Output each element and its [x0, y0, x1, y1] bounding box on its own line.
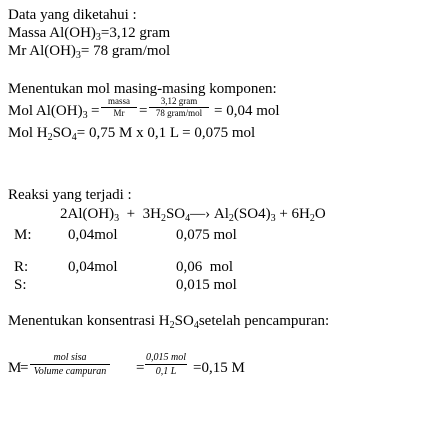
concentration-heading	[8, 313, 329, 334]
mass-label: Massa Al(OH)	[8, 25, 96, 41]
reaction-equation	[60, 206, 326, 227]
mol-aloh-subscript: 3	[82, 110, 88, 121]
moles-heading: Menentukan mol masing-masing komponen:	[8, 81, 277, 97]
mol-h2so4-label: Mol H	[8, 125, 48, 141]
product-al2so43: Al	[213, 206, 229, 222]
fraction-massa-mr	[101, 97, 137, 118]
fraction-molsisa-volume	[30, 353, 110, 377]
fraction-denominator: 0,1 L	[155, 366, 177, 377]
fraction-numerator: mol sisa	[30, 353, 110, 365]
fraction-denominator: 78 gram/mol	[155, 108, 203, 118]
fraction-numerator: 0,015 mol	[146, 352, 186, 363]
fraction-denominator: Mr	[113, 108, 125, 118]
subscript: 3	[270, 213, 276, 224]
mass-value: =3,12 gram	[100, 25, 171, 41]
subscript: 2	[169, 320, 175, 331]
mol-aloh-text: Mol Al(OH)	[8, 103, 83, 119]
subscript: 4	[193, 320, 199, 331]
subscript: 2	[228, 213, 234, 224]
subscript: 2	[160, 213, 166, 224]
reactant-h2so4: 3H	[142, 206, 161, 222]
concentration-eq1: =	[20, 360, 29, 376]
row-m-label: M:	[14, 227, 32, 243]
plus-sign: +	[126, 206, 136, 222]
mr-value: = 78 gram/mol	[80, 43, 171, 59]
mol-aloh-eq1: =	[91, 103, 100, 119]
formula-part: SO	[52, 125, 72, 141]
row-r-label: R:	[14, 259, 29, 275]
row-r-aloh: 0,04mol	[68, 259, 118, 275]
subscript: 4	[185, 213, 191, 224]
mr-subscript: 3	[75, 50, 81, 61]
subscript: 2	[309, 213, 315, 224]
mol-aloh-result: = 0,04 mol	[214, 103, 280, 119]
fraction-grams-over-mr	[149, 97, 209, 118]
fraction-numerator: 3,12 gram	[149, 97, 209, 108]
product-h2o: + 6H	[279, 206, 310, 222]
row-r-h2so4: 0,06 mol	[176, 259, 234, 275]
mol-aloh-label	[8, 103, 88, 124]
subscript: 3	[114, 213, 120, 224]
known-heading: Data yang diketahui :	[8, 7, 137, 23]
subscript: 2	[47, 132, 53, 143]
formula-part: SO	[165, 206, 186, 222]
mol-h2so4-line	[8, 125, 255, 146]
mol-aloh-eq2: =	[139, 103, 148, 119]
formula-part: O	[314, 206, 326, 222]
row-m-h2so4: 0,075 mol	[176, 227, 237, 243]
fraction-values	[145, 353, 187, 377]
heading-part: Menentukan konsentrasi H	[8, 313, 170, 329]
reaction-heading: Reaksi yang terjadi :	[8, 187, 132, 203]
formula-part: (SO4)	[233, 206, 271, 222]
mol-h2so4-value: = 0,75 M x 0,1 L = 0,075 mol	[76, 125, 256, 141]
row-m-aloh: 0,04mol	[68, 227, 118, 243]
fraction-numerator: massa	[101, 97, 137, 108]
heading-part: setelah pencampuran:	[198, 313, 330, 329]
row-s-label: S:	[14, 277, 27, 293]
subscript: 4	[71, 132, 77, 143]
reaction-arrow: —›	[190, 206, 211, 222]
heading-part: SO	[174, 313, 194, 329]
concentration-eq2: =	[136, 360, 145, 376]
mr-label: Mr Al(OH)	[8, 43, 76, 59]
reactant-aloh: 2Al(OH)	[60, 206, 115, 222]
mass-subscript: 3	[95, 32, 101, 43]
concentration-result: =0,15 M	[193, 360, 245, 376]
row-s-h2so4: 0,015 mol	[176, 277, 237, 293]
concentration-symbol: M	[8, 360, 22, 376]
mr-line	[8, 43, 170, 64]
fraction-denominator: Volume campuran	[33, 366, 107, 377]
